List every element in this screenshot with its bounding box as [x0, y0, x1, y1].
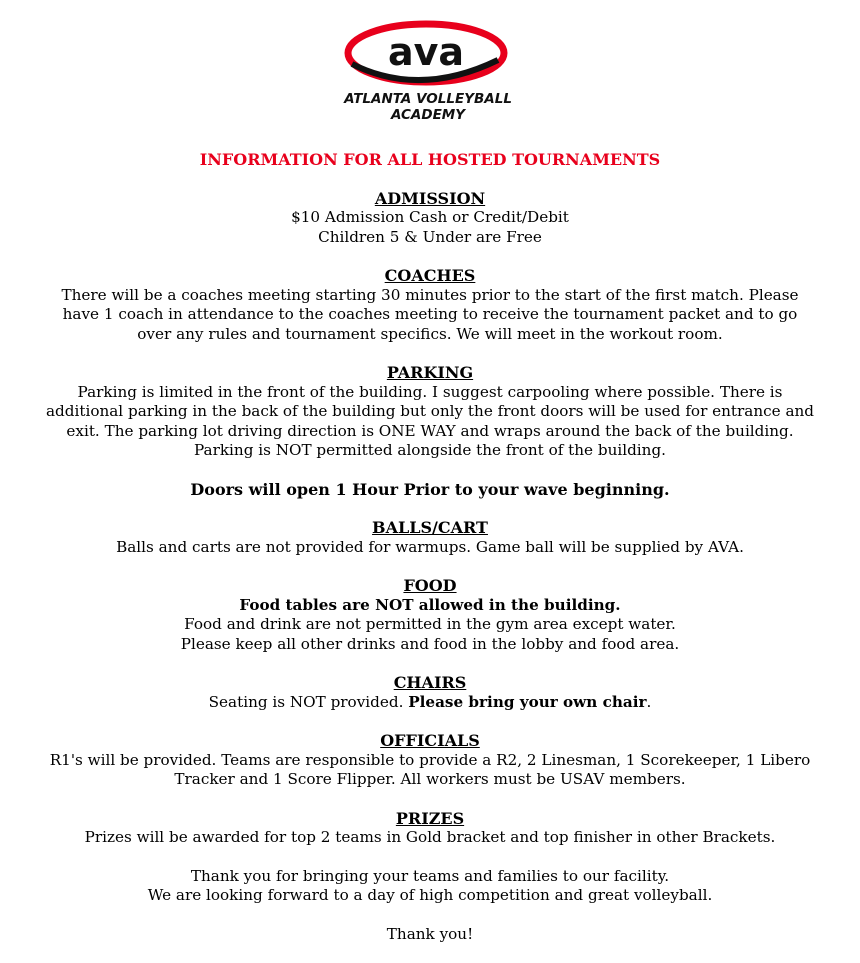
parking-heading: PARKING [386, 363, 474, 382]
chairs-text-bold: Please bring your own chair [408, 692, 647, 711]
food-line1: Food and drink are not permitted in the gym area except water. [184, 615, 676, 633]
section-balls-cart [46, 518, 814, 557]
prizes-heading: PRIZES [395, 808, 465, 828]
parking-text: Parking is limited in the front of the building. I suggest carpooling where possible. There is additional parking in the back of the building but only the front doors will be used for entrance and exit. The parking lot driving direction is ONE WAY and wraps around the back of the building. Parking is NOT permitted alongside the front of the building. [46, 382, 815, 459]
logo-line1: ATLANTA VOLLEYBALL [344, 91, 512, 107]
coaches-text: There will be a coaches meeting starting 30 minutes prior to the start of the first match. Please have 1 coach in attendance to the coaches meeting to receive the tournament packet and to go over any rules and tournament specifics. We will meet in the workout room. [61, 285, 799, 343]
page-title: INFORMATION FOR ALL HOSTED TOURNAMENTS [199, 150, 661, 169]
section-closing [46, 867, 814, 906]
admission-heading: ADMISSION [374, 188, 486, 208]
admission-line2: Children 5 & Under are Free [318, 227, 542, 246]
chairs-text [46, 693, 814, 713]
section-officials [46, 731, 814, 790]
section-parking [46, 363, 814, 461]
closing-line2: We are looking forward to a day of high competition and great volleyball. [147, 886, 713, 904]
document-body [0, 150, 860, 963]
admission-line1: $10 Admission Cash or Credit/Debit [291, 208, 569, 226]
chairs-text-end: . [646, 692, 652, 711]
balls-text: Balls and carts are not provided for warmups. Game ball will be supplied by AVA. [116, 537, 744, 556]
officials-text: R1's will be provided. Teams are responsible to provide a R2, 2 Linesman, 1 Scorekeeper, 1 Libero Tracker and 1 Score Flipper. All workers must be USAV members. [49, 750, 811, 788]
logo-line2: ACADEMY [390, 107, 466, 123]
section-chairs [46, 673, 814, 712]
doors-notice: Doors will open 1 Hour Prior to your wave beginning. [190, 479, 670, 499]
section-food [46, 576, 814, 654]
officials-heading: OFFICIALS [380, 731, 480, 750]
section-admission [46, 189, 814, 248]
food-heading: FOOD [403, 576, 457, 595]
chairs-text-plain: Seating is NOT provided. [208, 692, 409, 711]
ava-logo [330, 20, 530, 128]
coaches-heading: COACHES [384, 266, 476, 285]
chairs-heading: CHAIRS [393, 673, 467, 692]
closing-line1: Thank you for bringing your teams and families to our facility. [190, 866, 670, 885]
section-prizes [46, 809, 814, 848]
food-bold-line: Food tables are NOT allowed in the building. [239, 595, 621, 614]
food-line2: Please keep all other drinks and food in the lobby and food area. [180, 634, 680, 653]
closing-thanks: Thank you! [386, 924, 474, 943]
prizes-text: Prizes will be awarded for top 2 teams in Gold bracket and top finisher in other Brackets. [84, 828, 776, 846]
balls-heading: BALLS/CART [372, 518, 488, 537]
logo-mark-text: ava [387, 30, 465, 74]
ava-logo-graphic [330, 20, 530, 128]
section-coaches [46, 266, 814, 344]
section-thanks [46, 925, 814, 945]
